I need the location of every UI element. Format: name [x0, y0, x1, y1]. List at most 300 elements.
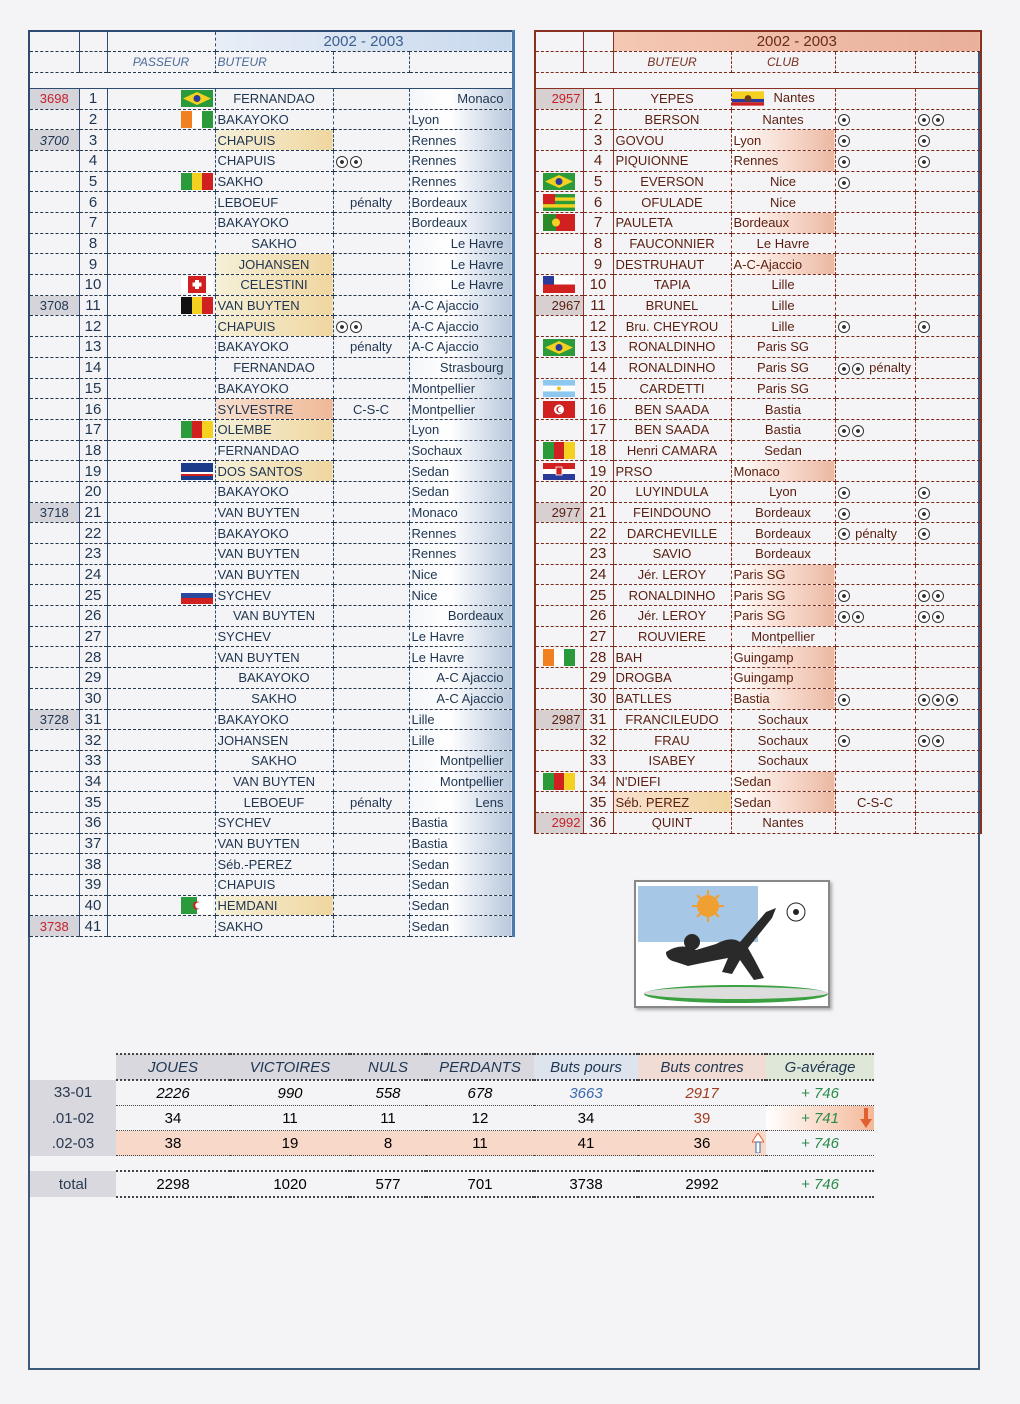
club-name: Montpellier	[409, 771, 513, 792]
cumulative-count	[535, 171, 583, 192]
table-row	[29, 254, 513, 275]
club-name: Le Havre	[409, 647, 513, 668]
club-name: Guingamp	[731, 668, 835, 689]
buteur-name: BAH	[613, 647, 731, 668]
arrow-up-icon	[752, 1133, 764, 1157]
buteur-name: VAN BUYTEN	[215, 771, 333, 792]
cumulative-count	[535, 440, 583, 461]
passeur-cell	[107, 647, 215, 668]
cumulative-count	[29, 481, 79, 502]
club-name: Bastia	[731, 688, 835, 709]
note-cell	[333, 150, 409, 171]
row-number: 39	[79, 875, 107, 896]
extra-2	[915, 130, 981, 151]
summary-value: 11	[426, 1131, 534, 1156]
extra-1	[835, 606, 915, 627]
table-row	[29, 461, 513, 482]
passeur-cell	[107, 502, 215, 523]
algeria-flag-icon	[181, 897, 213, 912]
summary-value: 38	[116, 1131, 230, 1156]
cumulative-count	[535, 606, 583, 627]
cumulative-count: 3738	[29, 916, 79, 937]
note-cell	[333, 254, 409, 275]
buteur-name: BAKAYOKO	[215, 668, 333, 689]
note-cell	[333, 854, 409, 875]
cumulative-count	[535, 585, 583, 606]
cumulative-count	[535, 150, 583, 171]
passeur-cell	[107, 771, 215, 792]
table-row	[29, 316, 513, 337]
summary-value: 19	[230, 1131, 350, 1156]
passeur-cell	[107, 171, 215, 192]
club-name: A-C Ajaccio	[409, 688, 513, 709]
cumulative-count	[535, 192, 583, 213]
summary-value: 701	[426, 1171, 534, 1197]
cumulative-count	[535, 461, 583, 482]
club-name: Nice	[409, 564, 513, 585]
left-header-buteur: BUTEUR	[215, 52, 333, 73]
cumulative-count: 2987	[535, 709, 583, 730]
row-number: 17	[79, 419, 107, 440]
right-hdr-blank-num	[583, 52, 613, 73]
row-number: 8	[79, 233, 107, 254]
extra-2	[915, 730, 981, 751]
club-name: Bastia	[731, 399, 835, 420]
summary-spacer	[30, 1156, 874, 1172]
club-name: Monaco	[409, 88, 513, 109]
cumulative-count: 3728	[29, 709, 79, 730]
extra-1	[835, 544, 915, 565]
left-hdr-blank	[29, 52, 79, 73]
ball-icon	[918, 694, 930, 706]
club-name	[731, 88, 835, 109]
cumulative-count	[535, 544, 583, 565]
row-number: 18	[583, 440, 613, 461]
summary-table	[30, 1053, 874, 1198]
table-row	[29, 750, 513, 771]
extra-2	[915, 171, 981, 192]
passeur-cell	[107, 668, 215, 689]
extra-1	[835, 502, 915, 523]
cumulative-count: 2957	[535, 88, 583, 109]
summary-header-joues: JOUES	[116, 1054, 230, 1080]
summary-value: 577	[350, 1171, 426, 1197]
table-row	[29, 771, 513, 792]
buteur-name: VAN BUYTEN	[215, 606, 333, 627]
row-number: 28	[79, 647, 107, 668]
note-cell	[333, 523, 409, 544]
note-cell	[333, 626, 409, 647]
left-assists-table	[28, 30, 515, 937]
brazil-flag-icon	[181, 90, 213, 105]
cumulative-count	[535, 564, 583, 585]
buteur-name: HEMDANI	[215, 895, 333, 916]
extra-2	[915, 668, 981, 689]
ball-icon	[918, 611, 930, 623]
buteur-name: CELESTINI	[215, 275, 333, 296]
club-name: Nantes	[731, 109, 835, 130]
club-name: Rennes	[409, 523, 513, 544]
note-cell	[333, 481, 409, 502]
extra-2	[915, 213, 981, 234]
ball-icon	[918, 135, 930, 147]
buteur-name: YEPES	[613, 88, 731, 109]
note-cell	[333, 709, 409, 730]
row-number: 2	[583, 109, 613, 130]
cumulative-count	[29, 564, 79, 585]
cumulative-count	[29, 668, 79, 689]
buteur-name: BAKAYOKO	[215, 337, 333, 358]
note-cell: pénalty	[333, 192, 409, 213]
table-row	[535, 792, 981, 813]
summary-value: + 741	[766, 1106, 874, 1131]
extra-2	[915, 233, 981, 254]
summary-value: 2226	[116, 1080, 230, 1106]
extra-1	[835, 523, 915, 544]
cumulative-count	[29, 895, 79, 916]
cumulative-count	[29, 316, 79, 337]
table-row	[535, 750, 981, 771]
row-number: 19	[583, 461, 613, 482]
buteur-name: LUYINDULA	[613, 481, 731, 502]
club-name: Paris SG	[731, 585, 835, 606]
passeur-cell	[107, 316, 215, 337]
table-row	[535, 709, 981, 730]
buteur-name: BRUNEL	[613, 295, 731, 316]
buteur-name: FRAU	[613, 730, 731, 751]
row-number: 12	[79, 316, 107, 337]
note-cell	[333, 750, 409, 771]
buteur-name: TAPIA	[613, 275, 731, 296]
cumulative-count: 3718	[29, 502, 79, 523]
buteur-name: FERNANDAO	[215, 88, 333, 109]
buteur-name: SAKHO	[215, 688, 333, 709]
note-cell	[333, 585, 409, 606]
buteur-name: DROGBA	[613, 668, 731, 689]
club-name: Bordeaux	[731, 523, 835, 544]
cumulative-count: 3700	[29, 130, 79, 151]
ball-icon	[838, 590, 850, 602]
cumulative-count	[29, 750, 79, 771]
passeur-cell	[107, 275, 215, 296]
croatia-flag-icon	[543, 463, 575, 478]
extra-1	[835, 192, 915, 213]
passeur-cell	[107, 150, 215, 171]
ball-icon	[838, 135, 850, 147]
row-number: 14	[583, 357, 613, 378]
buteur-name: RONALDINHO	[613, 585, 731, 606]
table-row	[29, 564, 513, 585]
club-name: Guingamp	[731, 647, 835, 668]
penalty-note: pénalty	[851, 525, 898, 541]
club-name: Lille	[409, 709, 513, 730]
buteur-name: SAVIO	[613, 544, 731, 565]
row-number: 23	[583, 544, 613, 565]
buteur-name: BAKAYOKO	[215, 523, 333, 544]
club-name: Rennes	[409, 150, 513, 171]
extra-1	[835, 316, 915, 337]
ball-icon	[336, 321, 348, 333]
row-number: 5	[583, 171, 613, 192]
passeur-cell	[107, 730, 215, 751]
club-name: Lyon	[731, 481, 835, 502]
note-cell	[333, 316, 409, 337]
row-number: 11	[79, 295, 107, 316]
note-cell	[333, 647, 409, 668]
buteur-name: LEBOEUF	[215, 792, 333, 813]
extra-2	[915, 688, 981, 709]
note-cell	[333, 688, 409, 709]
row-number: 31	[583, 709, 613, 730]
cumulative-count	[29, 213, 79, 234]
cumulative-count	[535, 523, 583, 544]
table-row	[29, 109, 513, 130]
table-row	[29, 233, 513, 254]
table-row	[535, 88, 981, 109]
left-hdr-blank-club	[409, 52, 513, 73]
ball-icon	[838, 508, 850, 520]
ivory-coast-flag-icon	[181, 111, 213, 126]
row-number: 32	[79, 730, 107, 751]
ball-icon	[838, 114, 850, 126]
buteur-name: RONALDINHO	[613, 337, 731, 358]
table-row	[29, 502, 513, 523]
summary-row-label: .02-03	[30, 1131, 116, 1156]
club-name: Rennes	[409, 130, 513, 151]
table-row	[29, 792, 513, 813]
extra-1	[835, 709, 915, 730]
club-name: Rennes	[409, 544, 513, 565]
row-number: 40	[79, 895, 107, 916]
row-number: 30	[79, 688, 107, 709]
row-number: 17	[583, 419, 613, 440]
table-row	[535, 523, 981, 544]
note-cell	[333, 875, 409, 896]
cumulative-count	[535, 109, 583, 130]
cumulative-count: 3708	[29, 295, 79, 316]
row-number: 18	[79, 440, 107, 461]
club-name: Sedan	[409, 895, 513, 916]
table-row	[535, 150, 981, 171]
row-number: 26	[79, 606, 107, 627]
club-name: Le Havre	[409, 626, 513, 647]
note-cell	[333, 275, 409, 296]
extra-2	[915, 275, 981, 296]
row-number: 3	[79, 130, 107, 151]
row-number: 13	[583, 337, 613, 358]
note-cell: pénalty	[333, 792, 409, 813]
cumulative-count	[29, 647, 79, 668]
buteur-name: BEN SAADA	[613, 419, 731, 440]
ball-icon	[852, 363, 864, 375]
passeur-cell	[107, 606, 215, 627]
table-row	[535, 192, 981, 213]
table-row	[29, 399, 513, 420]
club-name: Sedan	[409, 461, 513, 482]
note-cell	[333, 233, 409, 254]
buteur-name: ROUVIERE	[613, 626, 731, 647]
extra-1	[835, 461, 915, 482]
table-row	[29, 275, 513, 296]
buteur-name: SAKHO	[215, 750, 333, 771]
ball-icon	[852, 425, 864, 437]
left-season-blank-3	[107, 31, 215, 52]
row-number: 1	[79, 88, 107, 109]
club-name: Sochaux	[731, 709, 835, 730]
row-number: 34	[583, 771, 613, 792]
table-row	[535, 130, 981, 151]
table-row	[29, 88, 513, 109]
summary-value: 1020	[230, 1171, 350, 1197]
note-cell	[333, 461, 409, 482]
buteur-name: Jér. LEROY	[613, 564, 731, 585]
extra-1	[835, 419, 915, 440]
buteur-name: CARDETTI	[613, 378, 731, 399]
right-header-club: CLUB	[731, 52, 835, 73]
buteur-name: BAKAYOKO	[215, 109, 333, 130]
row-number: 6	[79, 192, 107, 213]
ball-icon	[838, 487, 850, 499]
extra-2	[915, 523, 981, 544]
club-name: Strasbourg	[409, 357, 513, 378]
ball-icon	[918, 114, 930, 126]
extra-1	[835, 275, 915, 296]
extra-1	[835, 771, 915, 792]
extra-2	[915, 502, 981, 523]
table-row	[29, 130, 513, 151]
ball-icon	[918, 735, 930, 747]
note-cell	[333, 916, 409, 937]
club-name: Le Havre	[731, 233, 835, 254]
extra-1	[835, 812, 915, 833]
club-name: Sochaux	[731, 750, 835, 771]
passeur-cell	[107, 88, 215, 109]
buteur-name: RONALDINHO	[613, 357, 731, 378]
ball-icon	[918, 528, 930, 540]
table-row	[29, 337, 513, 358]
passeur-cell	[107, 875, 215, 896]
ball-icon	[838, 528, 850, 540]
cumulative-count: 2992	[535, 812, 583, 833]
club-name: Montpellier	[409, 378, 513, 399]
extra-2	[915, 461, 981, 482]
buteur-name: BAKAYOKO	[215, 481, 333, 502]
cumulative-count: 3698	[29, 88, 79, 109]
table-row	[535, 419, 981, 440]
row-number: 13	[79, 337, 107, 358]
ball-icon	[838, 177, 850, 189]
cumulative-count	[535, 337, 583, 358]
club-name: Lille	[731, 295, 835, 316]
table-row	[29, 585, 513, 606]
row-number: 10	[79, 275, 107, 296]
row-number: 27	[79, 626, 107, 647]
passeur-cell	[107, 192, 215, 213]
right-hdr-blank	[535, 52, 583, 73]
club-name: Lens	[409, 792, 513, 813]
club-name: Rennes	[731, 150, 835, 171]
left-header-passeur: PASSEUR	[107, 52, 215, 73]
cumulative-count	[535, 481, 583, 502]
cumulative-count	[535, 730, 583, 751]
club-name: Montpellier	[409, 750, 513, 771]
club-name: Paris SG	[731, 606, 835, 627]
club-name: A-C Ajaccio	[409, 316, 513, 337]
passeur-cell	[107, 626, 215, 647]
table-row	[535, 668, 981, 689]
row-number: 8	[583, 233, 613, 254]
extra-1	[835, 750, 915, 771]
table-row	[535, 337, 981, 358]
row-number: 6	[583, 192, 613, 213]
club-name: Nantes	[731, 812, 835, 833]
extra-2	[915, 357, 981, 378]
cumulative-count	[29, 771, 79, 792]
table-row	[535, 378, 981, 399]
cameroon-flag-icon	[543, 773, 575, 788]
cumulative-count	[29, 109, 79, 130]
club-name: Bastia	[409, 812, 513, 833]
cumulative-count	[535, 316, 583, 337]
summary-row-label: 33-01	[30, 1080, 116, 1106]
row-number: 36	[79, 812, 107, 833]
row-number: 12	[583, 316, 613, 337]
row-number: 22	[583, 523, 613, 544]
left-season-blank-2	[79, 31, 107, 52]
summary-corner	[30, 1054, 116, 1080]
row-number: 11	[583, 295, 613, 316]
club-name: Paris SG	[731, 357, 835, 378]
left-hdr-blank-num	[79, 52, 107, 73]
table-row	[29, 213, 513, 234]
buteur-name: Bru. CHEYROU	[613, 316, 731, 337]
summary-value: 34	[116, 1106, 230, 1131]
row-number: 30	[583, 688, 613, 709]
club-name: Le Havre	[409, 254, 513, 275]
passeur-cell	[107, 564, 215, 585]
table-row	[29, 875, 513, 896]
row-number: 21	[583, 502, 613, 523]
buteur-name: Jér. LEROY	[613, 606, 731, 627]
buteur-name: Henri CAMARA	[613, 440, 731, 461]
buteur-name: ISABEY	[613, 750, 731, 771]
ball-icon	[350, 156, 362, 168]
row-number: 2	[79, 109, 107, 130]
note-cell	[333, 502, 409, 523]
ball-icon	[918, 321, 930, 333]
cumulative-count	[29, 254, 79, 275]
cumulative-count	[29, 419, 79, 440]
club-name: Sedan	[409, 854, 513, 875]
passeur-cell	[107, 378, 215, 399]
summary-header-perdants: PERDANTS	[426, 1054, 534, 1080]
club-name: Rennes	[409, 171, 513, 192]
club-name: Lille	[731, 275, 835, 296]
right-scorers-table	[534, 30, 982, 834]
ball-icon	[918, 508, 930, 520]
row-number: 14	[79, 357, 107, 378]
cumulative-count	[29, 606, 79, 627]
passeur-cell	[107, 399, 215, 420]
row-number: 26	[583, 606, 613, 627]
extra-2	[915, 440, 981, 461]
club-name: Sedan	[731, 792, 835, 813]
extra-1	[835, 88, 915, 109]
table-row	[29, 709, 513, 730]
cumulative-count	[29, 357, 79, 378]
ball-icon	[838, 425, 850, 437]
note-cell	[333, 730, 409, 751]
